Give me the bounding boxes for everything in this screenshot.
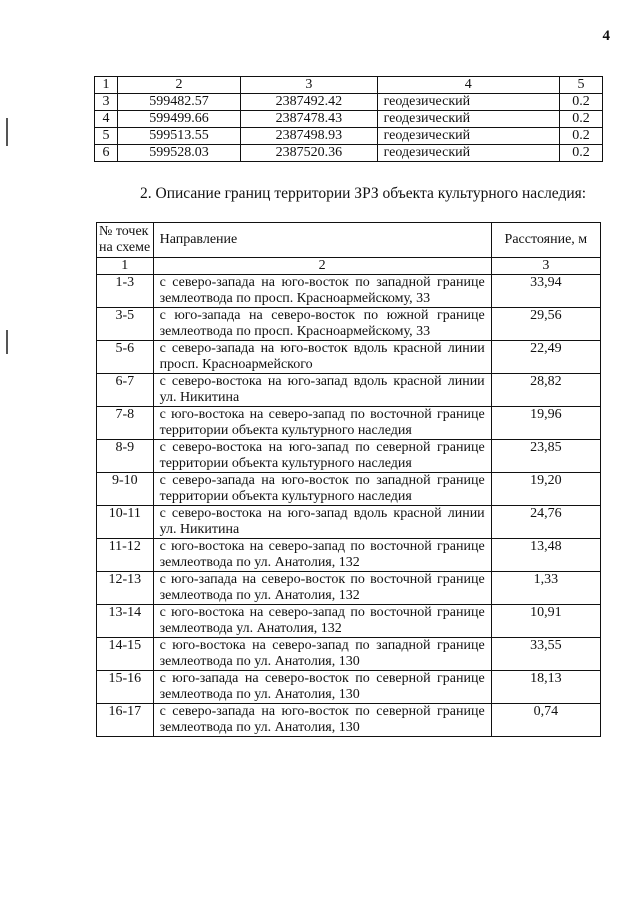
boundary-row [97,605,601,638]
boundary-row [97,440,601,473]
boundaries-numbering-row [97,258,601,275]
coords-row [95,94,603,111]
coords-cell: 0.2 [560,145,603,162]
boundary-point: 13-14 [97,605,154,638]
coords-cell: 4 [95,111,118,128]
coords-cell: 6 [95,145,118,162]
coords-cell: геодезический [377,94,559,111]
boundary-distance: 19,96 [491,407,600,440]
boundary-row [97,506,601,539]
coords-cell: 1 [95,77,118,94]
boundary-point: 16-17 [97,704,154,737]
boundary-row [97,308,601,341]
boundary-distance: 24,76 [491,506,600,539]
boundary-row [97,275,601,308]
boundary-direction: с северо-востока на юго-запад вдоль красной линии ул. Никитина [153,506,491,539]
coords-cell: 599499.66 [117,111,240,128]
boundary-row [97,473,601,506]
boundary-point: 5-6 [97,341,154,374]
boundary-distance: 29,56 [491,308,600,341]
coords-cell: 2387520.36 [241,145,378,162]
scan-mark [6,330,8,354]
boundary-direction: с юго-запада на северо-восток по южной границе землеотвода по просп. Красноармейскому, 33 [153,308,491,341]
coords-row [95,145,603,162]
boundary-row [97,638,601,671]
section-title: 2. Описание границ территории ЗРЗ объекта культурного наследия: [140,185,587,202]
boundary-distance: 1,33 [491,572,600,605]
page-number: 4 [602,28,610,44]
boundary-direction: с северо-запада на юго-восток по западной границе землеотвода по просп. Красноармейскому, 33 [153,275,491,308]
boundary-direction: с юго-запада на северо-восток по восточной границе землеотвода по ул. Анатолия, 132 [153,572,491,605]
coords-cell: 5 [95,128,118,145]
coords-cell: 0.2 [560,128,603,145]
boundary-direction: с юго-востока на северо-запад по восточной границе территории объекта культурного наследия [153,407,491,440]
boundaries-header-row [97,223,601,258]
boundary-point: 1-3 [97,275,154,308]
coords-row [95,111,603,128]
boundary-row [97,572,601,605]
boundary-point: 7-8 [97,407,154,440]
coords-cell: 599528.03 [117,145,240,162]
coords-cell: 5 [560,77,603,94]
boundary-direction: с северо-запада на юго-восток по западной границе территории объекта культурного наследия [153,473,491,506]
boundary-distance: 33,55 [491,638,600,671]
boundary-direction: с юго-востока на северо-запад по восточной границе землеотвода по ул. Анатолия, 132 [153,539,491,572]
boundary-point: 14-15 [97,638,154,671]
coords-cell: 599513.55 [117,128,240,145]
boundary-point: 6-7 [97,374,154,407]
boundary-direction: с северо-запада на юго-восток по северной границе землеотвода по ул. Анатолия, 130 [153,704,491,737]
boundary-point: 10-11 [97,506,154,539]
numbering-cell: 3 [491,258,600,275]
scan-mark [6,118,8,146]
coordinates-table [94,76,603,162]
boundary-distance: 18,13 [491,671,600,704]
boundary-direction: с северо-запада на юго-восток вдоль красной линии просп. Красноармейского [153,341,491,374]
boundary-direction: с юго-востока на северо-запад по западной границе землеотвода по ул. Анатолия, 130 [153,638,491,671]
boundary-row [97,341,601,374]
boundary-row [97,407,601,440]
boundary-direction: с северо-востока на юго-запад по северной границе территории объекта культурного наследия [153,440,491,473]
boundary-row [97,539,601,572]
boundary-point: 11-12 [97,539,154,572]
numbering-cell: 1 [97,258,154,275]
coords-cell: 2387492.42 [241,94,378,111]
coords-cell: 3 [241,77,378,94]
boundary-distance: 23,85 [491,440,600,473]
boundary-direction: с северо-востока на юго-запад вдоль красной линии ул. Никитина [153,374,491,407]
boundary-distance: 19,20 [491,473,600,506]
header-point: № точек на схеме [97,223,154,258]
boundaries-table [96,222,601,737]
coords-cell: 2 [117,77,240,94]
coords-cell: геодезический [377,128,559,145]
coords-cell: 3 [95,94,118,111]
boundary-distance: 13,48 [491,539,600,572]
numbering-cell: 2 [153,258,491,275]
boundary-row [97,671,601,704]
boundary-point: 12-13 [97,572,154,605]
boundary-distance: 28,82 [491,374,600,407]
boundary-distance: 33,94 [491,275,600,308]
boundary-point: 9-10 [97,473,154,506]
boundary-direction: с юго-запада на северо-восток по северной границе землеотвода по ул. Анатолия, 130 [153,671,491,704]
boundary-distance: 22,49 [491,341,600,374]
boundary-point: 3-5 [97,308,154,341]
boundary-row [97,704,601,737]
coords-cell: 0.2 [560,94,603,111]
coords-cell: 599482.57 [117,94,240,111]
boundary-point: 15-16 [97,671,154,704]
boundary-distance: 0,74 [491,704,600,737]
header-direction: Направление [153,223,491,258]
coords-cell: геодезический [377,145,559,162]
header-distance: Расстояние, м [491,223,600,258]
coords-cell: 2387498.93 [241,128,378,145]
coords-cell: 4 [377,77,559,94]
coords-cell: геодезический [377,111,559,128]
coords-row [95,128,603,145]
boundary-row [97,374,601,407]
coords-cell: 2387478.43 [241,111,378,128]
coords-cell: 0.2 [560,111,603,128]
boundary-distance: 10,91 [491,605,600,638]
boundary-point: 8-9 [97,440,154,473]
boundary-direction: с юго-востока на северо-запад по восточной границе землеотвода ул. Анатолия, 132 [153,605,491,638]
coords-header-row [95,77,603,94]
